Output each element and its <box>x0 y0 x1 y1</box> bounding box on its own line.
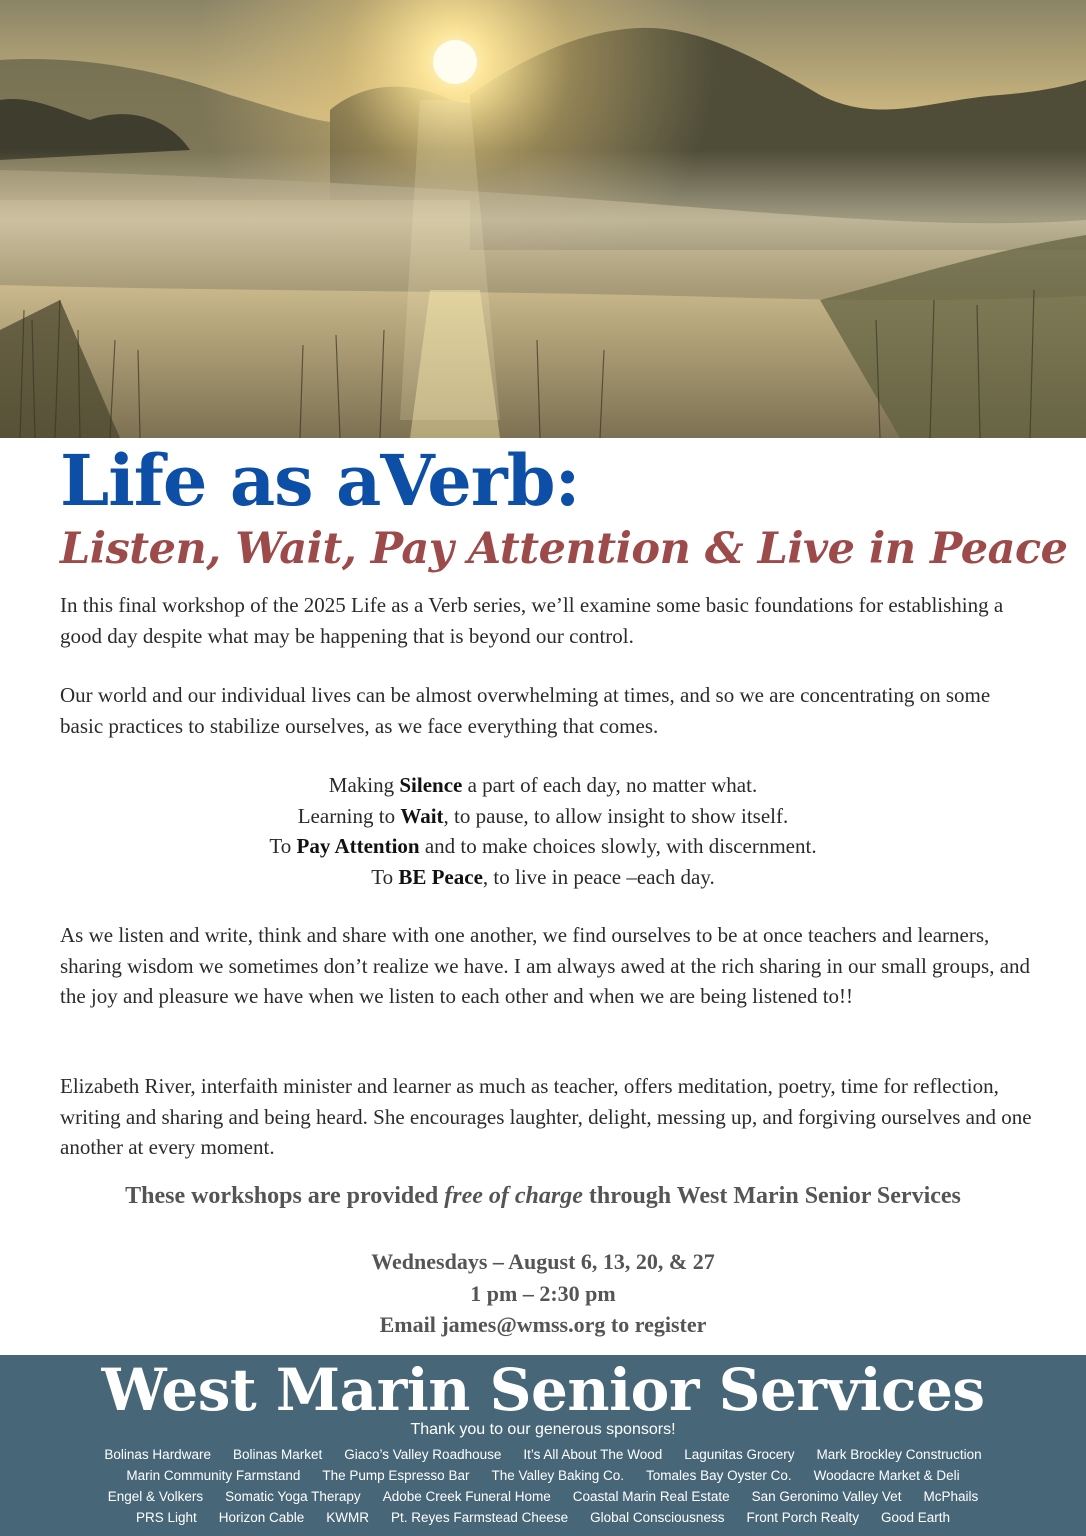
practice-text: a part of each day, no matter what. <box>462 773 758 797</box>
sponsor-name: Mark Brockley Construction <box>816 1447 982 1462</box>
body-paragraph-4: Elizabeth River, interfaith minister and learner as much as teacher, offers meditation, poetry, time for reflection, writing and sharing and being heard. She encourages laughter, delight, messing up, and forgiving ourselves and one another at every moment. <box>60 1074 1032 1159</box>
practice-line <box>60 801 1026 832</box>
intro-paragraph-2: Our world and our individual lives can be almost overwhelming at times, and so we are concentrating on some basic practices to stabilize ourselves, as we face everything that comes. <box>60 683 991 738</box>
free-emphasis: free of charge <box>444 1183 583 1209</box>
practice-text: Making <box>328 773 400 797</box>
sponsor-name: Horizon Cable <box>218 1510 305 1525</box>
sponsor-name: Tomales Bay Oyster Co. <box>646 1468 792 1483</box>
sponsor-name: It’s All About The Wood <box>523 1447 663 1462</box>
page-title: Life as aVerb: <box>60 439 580 522</box>
sponsor-row <box>0 1507 1086 1528</box>
sponsor-name: McPhails <box>923 1489 979 1504</box>
free-of-charge-notice <box>0 1183 1086 1210</box>
sponsor-name: Engel & Volkers <box>107 1489 204 1504</box>
sponsor-name: Bolinas Hardware <box>104 1447 211 1462</box>
practice-line <box>60 831 1026 862</box>
intro-paragraph-1: In this final workshop of the 2025 Life as a Verb series, we’ll examine some basic foundations for establishing a good day despite what may be happening that is beyond our control. <box>60 593 1004 648</box>
sponsor-name: PRS Light <box>135 1510 197 1525</box>
sponsor-name: Global Consciousness <box>590 1510 725 1525</box>
practice-keyword: Pay Attention <box>296 834 420 858</box>
schedule-block <box>0 1246 1086 1341</box>
sponsor-list <box>0 1444 1086 1528</box>
organization-name: West Marin Senior Services <box>101 1356 985 1424</box>
practice-text: and to make choices slowly, with discernment. <box>419 834 817 858</box>
practice-line <box>60 770 1026 801</box>
sponsor-name: Lagunitas Grocery <box>684 1447 795 1462</box>
sponsor-name: The Valley Baking Co. <box>491 1468 625 1483</box>
hero-photo <box>0 0 1086 438</box>
sponsor-name: Pt. Reyes Farmstead Cheese <box>391 1510 569 1525</box>
sponsor-row <box>0 1444 1086 1465</box>
practice-text: Learning to <box>297 803 401 828</box>
practice-keyword: BE Peace <box>398 864 483 889</box>
page-subtitle: Listen, Wait, Pay Attention & Live in Peace <box>60 524 1068 574</box>
sponsor-name: Bolinas Market <box>232 1447 323 1462</box>
sponsor-name: Somatic Yoga Therapy <box>225 1489 361 1504</box>
practice-keyword: Wait <box>400 803 444 828</box>
sponsor-name: The Pump Espresso Bar <box>322 1468 470 1483</box>
sponsor-name: Good Earth <box>881 1510 951 1525</box>
practice-text: , to pause, to allow insight to show itself. <box>443 803 789 828</box>
practice-text: To <box>269 834 297 858</box>
practice-text: , to live in peace –each day. <box>482 864 715 889</box>
sponsor-name: San Geronimo Valley Vet <box>751 1489 902 1504</box>
practice-text: To <box>371 864 399 889</box>
sponsor-row <box>0 1465 1086 1486</box>
sponsor-name: Giaco’s Valley Roadhouse <box>344 1447 502 1462</box>
practice-keyword: Silence <box>399 773 463 797</box>
sponsor-name: KWMR <box>326 1510 370 1525</box>
sponsor-row <box>0 1486 1086 1507</box>
schedule-dates: Wednesdays – August 6, 13, 20, & 27 <box>371 1249 715 1274</box>
practices-list <box>60 770 1026 892</box>
registration-email[interactable]: Email james@wmss.org to register <box>379 1312 707 1337</box>
sponsor-name: Marin Community Farmstand <box>126 1468 301 1483</box>
sponsor-name: Front Porch Realty <box>746 1510 859 1525</box>
sponsor-name: Adobe Creek Funeral Home <box>382 1489 551 1504</box>
sponsor-thanks: Thank you to our generous sponsors! <box>410 1421 676 1438</box>
practice-line <box>60 862 1026 893</box>
schedule-time: 1 pm – 2:30 pm <box>470 1280 616 1306</box>
body-paragraph-3: As we listen and write, think and share with one another, we find ourselves to be at once teachers and learners, sharing wisdom we sometimes don’t realize we have. I am always awed at the rich sharing in our small groups, and the joy and pleasure we have when we listen to each other and when we are being listened to!! <box>60 923 1031 1008</box>
sponsor-name: Coastal Marin Real Estate <box>572 1489 730 1504</box>
free-text: These workshops are provided <box>125 1183 445 1209</box>
free-text: through West Marin Senior Services <box>582 1183 961 1209</box>
sponsor-name: Woodacre Market & Deli <box>813 1468 960 1483</box>
sponsor-footer <box>0 1355 1086 1536</box>
